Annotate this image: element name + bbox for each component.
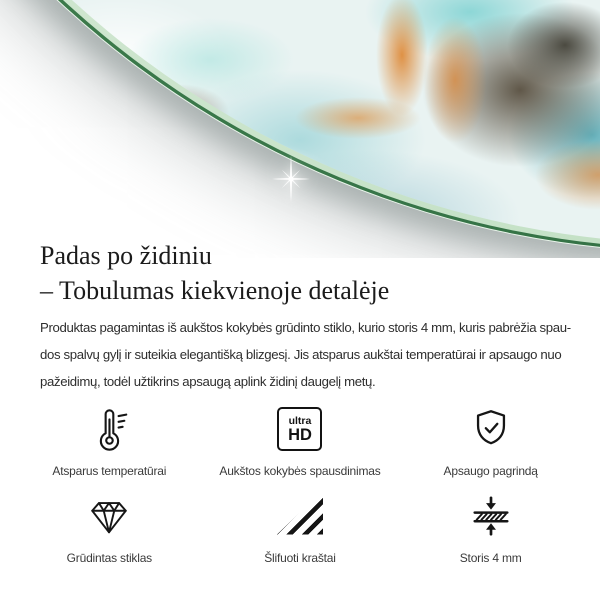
- diagonal-stripes-shape: [277, 498, 323, 535]
- feature-heat-resistant: [14, 405, 205, 478]
- product-hero-image: [0, 0, 600, 258]
- feature-label: Aukštos kokybės spausdinimas: [219, 464, 381, 478]
- ultra-hd-badge-bottom: HD: [288, 425, 312, 444]
- feature-tempered-glass: [14, 492, 205, 565]
- sparkle-glint-icon: [263, 151, 319, 207]
- page-title-line2: – Tobulumas kiekvienoje detalėje: [40, 276, 390, 305]
- thermometer-icon: [86, 405, 132, 453]
- ultra-hd-icon: [277, 405, 322, 453]
- ultra-hd-badge-top: ultra: [288, 414, 312, 427]
- page-title: [40, 238, 560, 308]
- diamond-icon: [86, 492, 132, 540]
- description-line: dos spalvų gylį ir suteikia elegantišką blizgesį. Jis atsparus aukštai temperatūrai ir apsaugo nuo: [40, 347, 562, 362]
- feature-protects-base: [395, 405, 586, 478]
- feature-label: Grūdintas stiklas: [66, 551, 152, 565]
- polished-edges-icon: [277, 492, 323, 540]
- shield-check-icon: [468, 405, 514, 453]
- product-description: [40, 314, 571, 395]
- feature-print-quality: [205, 405, 396, 478]
- feature-polished-edges: [205, 492, 396, 565]
- page-title-line1: Padas po židiniu: [40, 241, 212, 270]
- feature-thickness: [395, 492, 586, 565]
- thickness-icon: [468, 492, 514, 540]
- feature-label: Apsaugo pagrindą: [443, 464, 538, 478]
- ultra-hd-badge: [277, 407, 322, 451]
- feature-label: Atsparus temperatūrai: [52, 464, 167, 478]
- description-line: Produktas pagamintas iš aukštos kokybės grūdinto stiklo, kurio storis 4 mm, kuris pabrėžia spau-: [40, 320, 571, 335]
- feature-label: Storis 4 mm: [459, 551, 522, 565]
- description-line: pažeidimų, todėl užtikrins apsaugą aplink židinį daugelį metų.: [40, 374, 376, 389]
- feature-label: Šlifuoti kraštai: [264, 551, 336, 565]
- features-grid: [14, 405, 586, 565]
